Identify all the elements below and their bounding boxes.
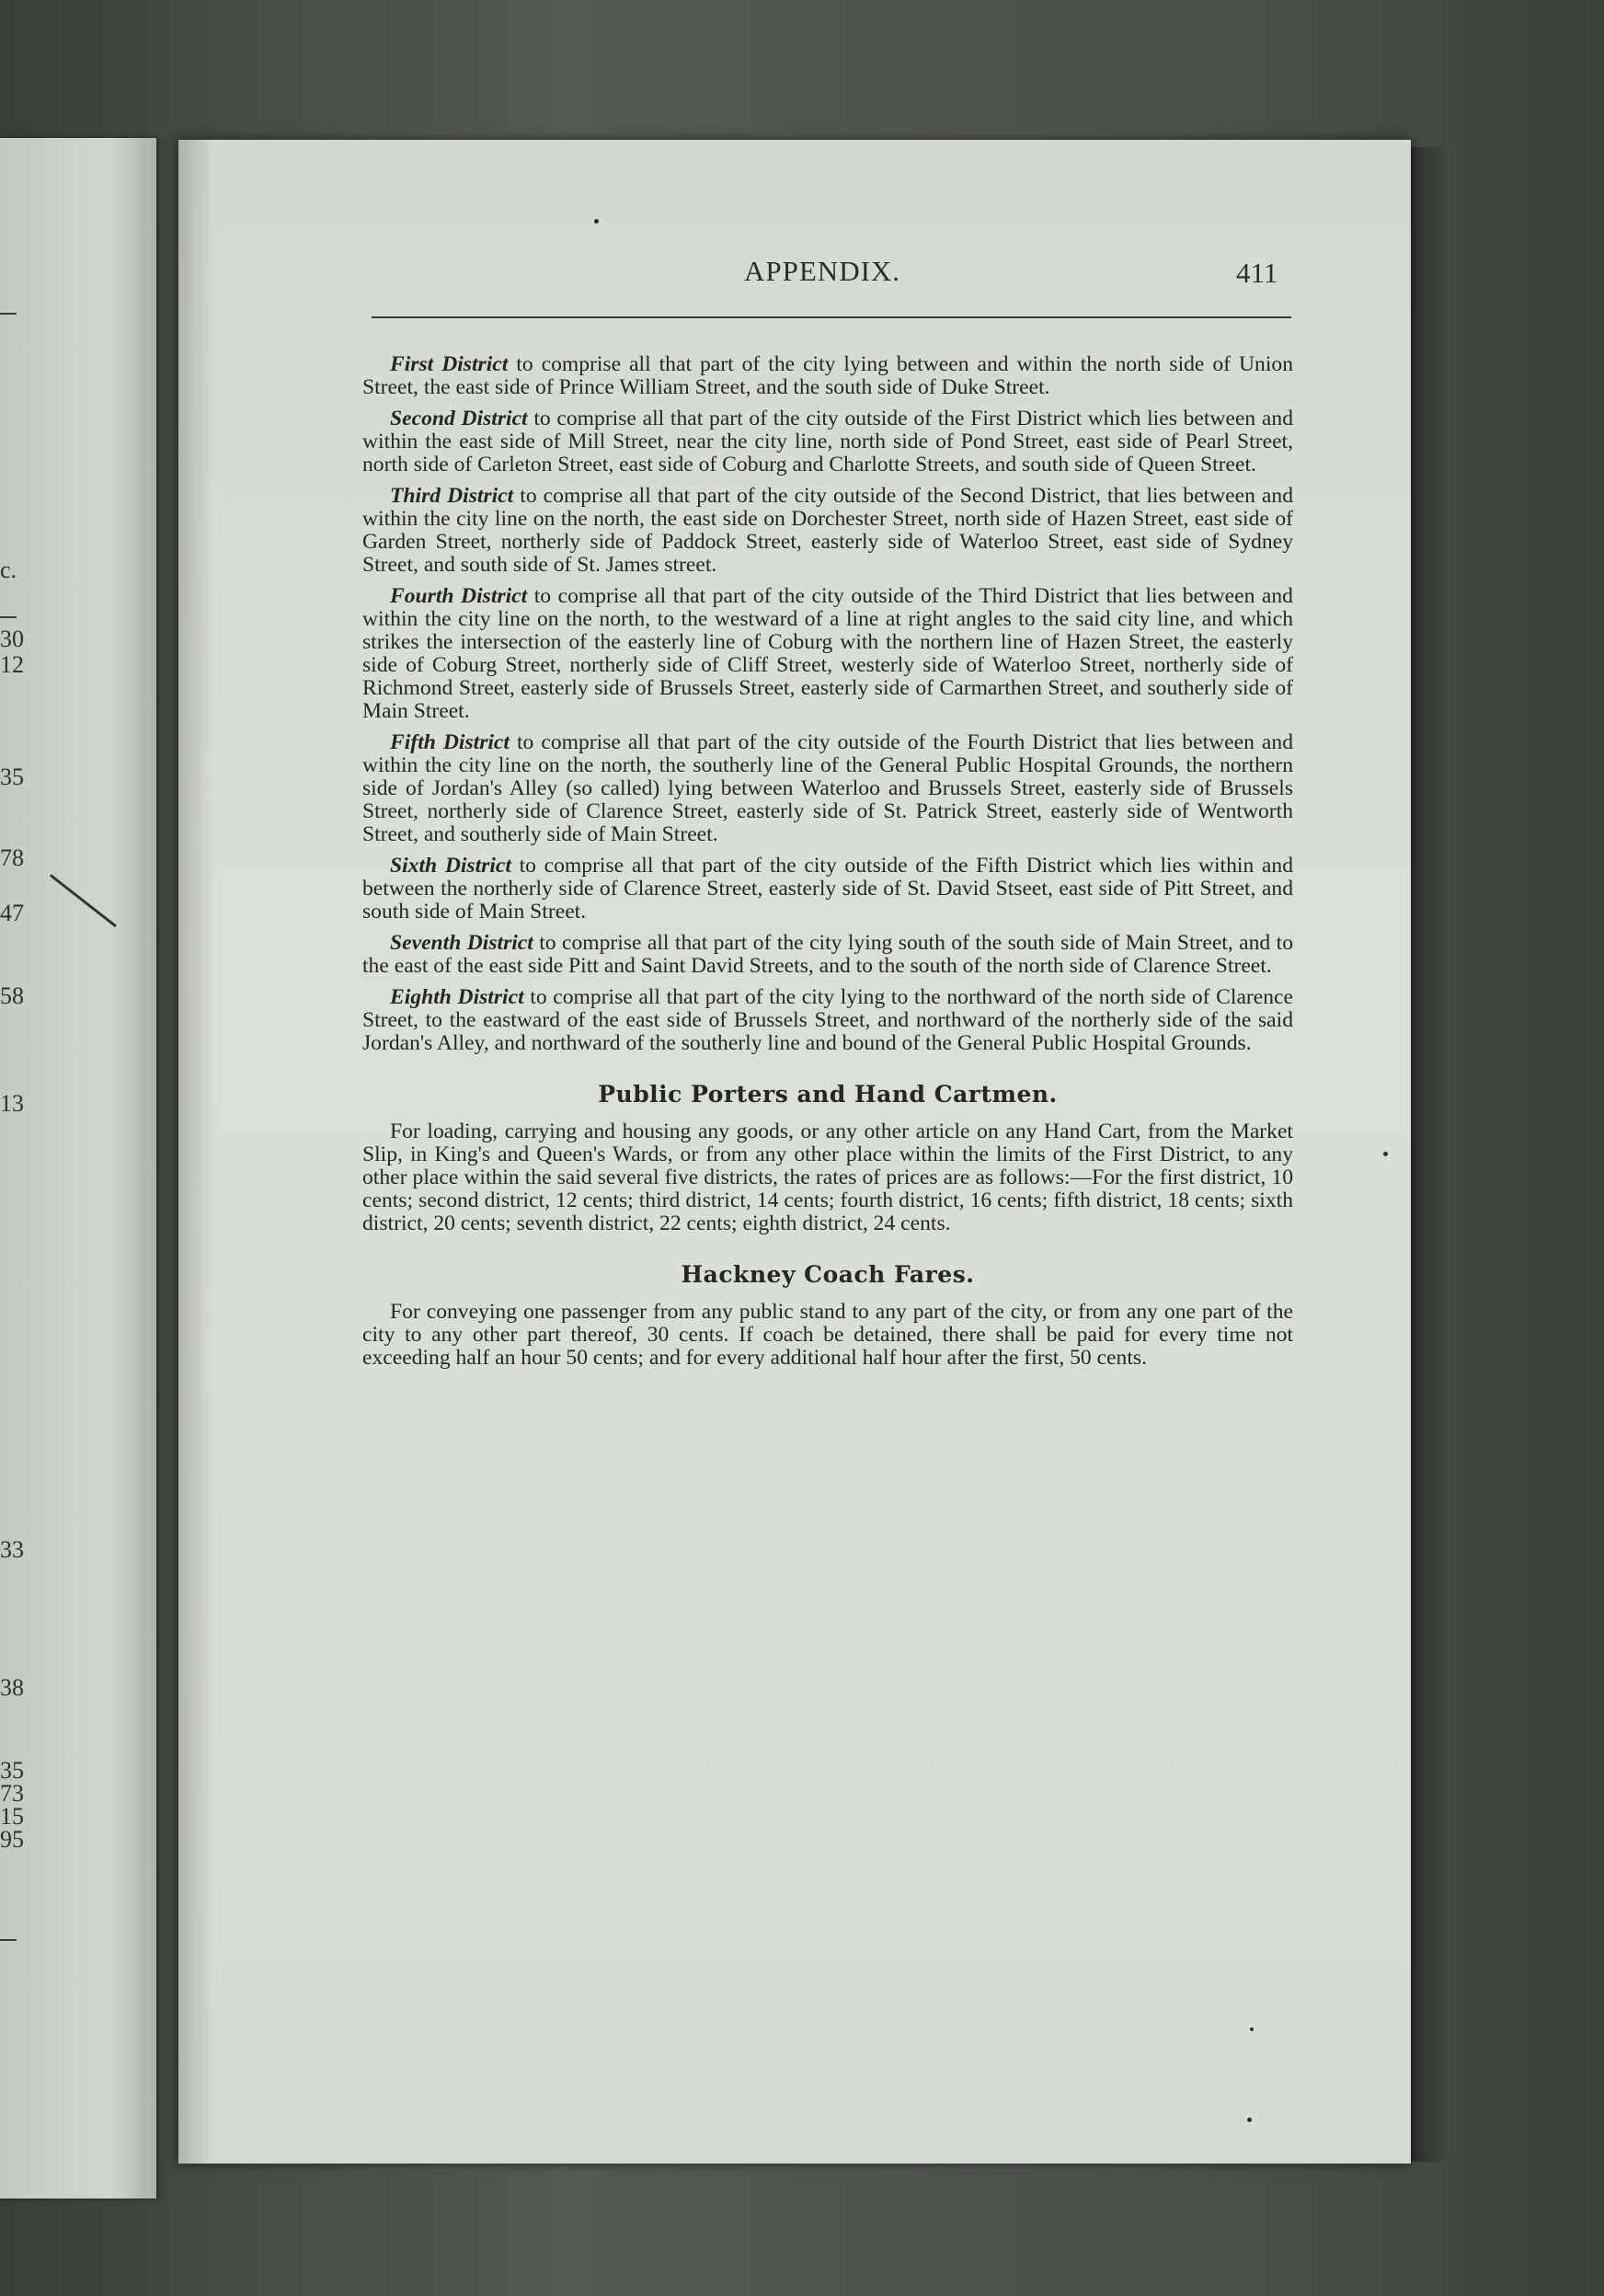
- facing-page-number: 12: [0, 651, 24, 678]
- page-body: [362, 353, 1293, 1378]
- district-name: Sixth District: [390, 854, 511, 878]
- district-name: Fifth District: [390, 730, 510, 754]
- district-text: to comprise all that part of the city lying between and within the north side of Union Street, the east side of Prince William Street, and the south side of Duke Street.: [362, 352, 1293, 399]
- header-rule: [372, 316, 1291, 318]
- hackney-paragraph: For conveying one passenger from any public stand to any part of the city, or from any one part of the city to any other part thereof, 30 cents. If coach be detained, there shall be paid for every time not exceeding half an hour 50 cents; and for every additional half hour after the first, 50 cents.: [362, 1300, 1293, 1370]
- facing-page-number: 47: [0, 900, 24, 926]
- ink-speck: [1250, 2027, 1254, 2031]
- ink-speck: [1383, 1152, 1388, 1156]
- district-paragraph: [362, 353, 1293, 399]
- district-name: Seventh District: [390, 931, 533, 955]
- district-name: Third District: [390, 484, 514, 508]
- district-paragraph: [362, 932, 1293, 978]
- facing-page-number: c.: [0, 557, 17, 583]
- facing-page-number: 13: [0, 1090, 24, 1117]
- facing-page-number: 95: [0, 1826, 24, 1853]
- facing-page-number: 35: [0, 1757, 24, 1784]
- district-name: First District: [390, 352, 509, 376]
- district-name: Eighth District: [390, 985, 524, 1009]
- running-title: APPENDIX.: [744, 255, 901, 287]
- district-text: to comprise all that part of the city outside of the Fifth District which lies within and between the northerly side of Clarence Street, easterly side of St. David Stseet, east side of Pitt Street, and south side of Main Street.: [362, 854, 1293, 924]
- district-text: to comprise all that part of the city outside of the Second District, that lies between and within the city line on the north, the east side on Dorchester Street, north side of Hazen Street, east side of Garden Street, northerly side of Paddock Street, easterly side of Waterloo Street, east side of Sydney Street, and south side of St. James street.: [362, 484, 1293, 577]
- facing-page-rule: [0, 1939, 17, 1941]
- running-head: [178, 255, 1411, 301]
- district-paragraph: [362, 986, 1293, 1055]
- facing-page-number: 38: [0, 1674, 24, 1701]
- facing-page-mark: [50, 874, 117, 927]
- facing-page-number: 30: [0, 626, 24, 652]
- district-paragraph: [362, 731, 1293, 846]
- ink-speck: [1247, 2118, 1252, 2122]
- facing-page-number: 78: [0, 844, 24, 871]
- facing-page-number: 58: [0, 982, 24, 1009]
- ink-speck: [594, 219, 599, 224]
- hackney-heading: Hackney Coach Fares.: [681, 1261, 975, 1288]
- district-text: to comprise all that part of the city outside of the Third District that lies between and within the city line on the north, to the westward of a line at right angles to the said city line, and which strikes the intersection of the easterly line of Coburg with the northern line of Hazen Street, the easterly side of Coburg Street, northerly side of Cliff Street, westerly side of Waterloo Street, northerly side of Richmond Street, easterly side of Brussels Street, easterly side of Carmarthen Street, and southerly side of Main Street.: [362, 584, 1293, 723]
- facing-page-rule: [0, 313, 17, 315]
- facing-page-number: 33: [0, 1536, 24, 1563]
- district-paragraph: [362, 855, 1293, 924]
- facing-page-rule: [0, 616, 17, 618]
- district-paragraph: [362, 408, 1293, 476]
- district-name: Second District: [390, 407, 528, 430]
- district-paragraph: [362, 485, 1293, 577]
- district-text: to comprise all that part of the city lying south of the south side of Main Street, and to the east of the east side Pitt and Saint David Streets, and to the south of the north side of Clarence Street.: [362, 931, 1293, 978]
- district-text: to comprise all that part of the city outside of the Fourth District that lies between and within the city line on the north, the southerly line of the General Public Hospital Grounds, the northern side of Jordan's Alley (so called) lying between Waterloo and Brussels Street, easterly side of Brussels Street, northerly side of Clarence Street, easterly side of St. Patrick Street, easterly side of Wentworth Street, and southerly side of Main Street.: [362, 730, 1294, 846]
- facing-page-number: 35: [0, 763, 24, 790]
- page-edge-shadow: [1411, 147, 1448, 2162]
- facing-page-edge: [0, 138, 156, 2198]
- page-number: 411: [1236, 257, 1278, 289]
- facing-page-number: 15: [0, 1803, 24, 1830]
- district-text: to comprise all that part of the city outside of the First District which lies between and within the east side of Mill Street, near the city line, north side of Pond Street, east side of Pearl Street, north side of Carleton Street, east side of Coburg and Charlotte Streets, and south side of Queen Street.: [362, 407, 1294, 476]
- porters-heading: Public Porters and Hand Cartmen.: [598, 1081, 1058, 1108]
- district-text: to comprise all that part of the city lying to the northward of the north side of Clarence Street, to the eastward of the east side of Brussels Street, and northward of the northerly side of the said Jordan's Alley, and northward of the southerly line and bound of the General Public Hospital Grounds.: [362, 985, 1293, 1055]
- page-gutter-shadow: [178, 140, 215, 2164]
- district-paragraph: [362, 585, 1293, 723]
- book-page: [178, 140, 1411, 2164]
- porters-paragraph: For loading, carrying and housing any goods, or any other article on any Hand Cart, from the Market Slip, in King's and Queen's Wards, or from any other place within the limits of the First District, to any other place within the said several five districts, the rates of prices are as follows:—For the first district, 10 cents; second district, 12 cents; third district, 14 cents; fourth district, 16 cents; fifth district, 18 cents; sixth district, 20 cents; seventh district, 22 cents; eighth district, 24 cents.: [362, 1119, 1293, 1235]
- facing-page-number: 73: [0, 1780, 24, 1807]
- district-name: Fourth District: [390, 584, 528, 608]
